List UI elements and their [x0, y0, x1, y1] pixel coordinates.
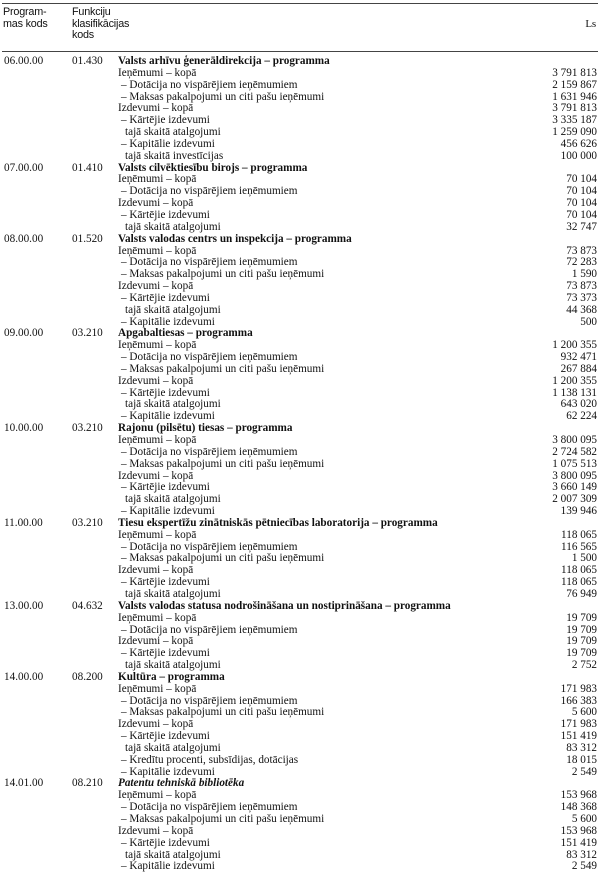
row-label: Izdevumi – kopā [118, 564, 194, 577]
table-row [0, 755, 600, 767]
row-value: 2 752 [571, 659, 597, 672]
row-value: 118 065 [561, 564, 597, 577]
program-code: 14.00.00 [4, 670, 44, 683]
row-label: – Kredītu procenti, subsīdijas, dotācijas [121, 753, 299, 766]
row-label: Izdevumi – kopā [118, 718, 194, 731]
row-label: Izdevumi – kopā [118, 635, 194, 648]
row-label: tajā skaitā atalgojumi [125, 659, 221, 672]
table-row [0, 790, 600, 802]
program-title-row [0, 672, 600, 684]
table-row [0, 826, 600, 838]
program-code: 10.00.00 [4, 422, 44, 435]
table-row [0, 625, 600, 637]
row-label: Ieņēmumi – kopā [118, 244, 197, 257]
row-label: – Kārtējie izdevumi [121, 576, 210, 589]
row-value: 2 159 867 [552, 78, 597, 91]
table-row [0, 471, 600, 483]
function-code: 04.632 [72, 599, 103, 612]
row-label: tajā skaitā atalgojumi [125, 126, 221, 139]
row-value: 151 419 [560, 836, 597, 849]
row-value: 70 104 [566, 208, 597, 221]
row-label: – Dotācija no vispārējiem ieņēmumiem [121, 801, 298, 814]
table-row [0, 269, 600, 281]
row-value: 171 983 [560, 718, 597, 731]
program-code: 08.00.00 [4, 232, 44, 245]
table-row [0, 115, 600, 127]
program-title-row [0, 163, 600, 175]
row-value: 500 [580, 315, 597, 328]
row-label: – Dotācija no vispārējiem ieņēmumiem [121, 351, 298, 364]
program-code: 09.00.00 [4, 327, 44, 340]
header-function-line: Funkciju [72, 6, 111, 18]
row-value: 166 383 [560, 694, 597, 707]
row-value: 3 335 187 [552, 114, 597, 127]
program-title: Valsts arhīvu ģenerāldirekcija – programma [118, 55, 330, 67]
table-row [0, 80, 600, 92]
row-label: – Kapitālie izdevumi [121, 860, 215, 873]
row-label: – Maksas pakalpojumi un citi pašu ieņēmumi [121, 362, 325, 375]
row-value: 73 373 [566, 291, 597, 304]
row-value: 1 075 513 [552, 457, 597, 470]
table-row [0, 613, 600, 625]
row-value: 2 549 [571, 765, 597, 778]
row-value: 139 946 [560, 505, 597, 518]
program-title-row [0, 56, 600, 68]
row-value: 153 968 [560, 824, 597, 837]
row-label: – Maksas pakalpojumi un citi pašu ieņēmumi [121, 813, 325, 825]
table-row [0, 340, 600, 352]
program-title: Rajonu (pilsētu) tiesas – programma [118, 422, 293, 435]
row-value: 3 800 095 [552, 469, 597, 482]
row-label: – Maksas pakalpojumi un citi pašu ieņēmumi [121, 457, 325, 470]
function-code: 08.210 [72, 777, 103, 790]
row-value: 2 724 582 [552, 445, 597, 458]
row-label: Ieņēmumi – kopā [118, 528, 197, 541]
header-program-line: mas kods [3, 17, 48, 30]
program-title-row [0, 234, 600, 246]
program-code: 11.00.00 [4, 516, 43, 529]
row-label: Izdevumi – kopā [118, 374, 194, 387]
row-label: – Kārtējie izdevumi [121, 114, 210, 127]
program-title: Apgabaltiesas – programma [118, 327, 253, 340]
row-value: 44 368 [566, 303, 597, 316]
program-title: Valsts valodas statusa nodrošināšana un nostiprināšana – programma [118, 599, 451, 612]
row-label: Izdevumi – kopā [118, 197, 194, 210]
row-label: Ieņēmumi – kopā [118, 66, 197, 79]
table-row [0, 731, 600, 743]
header-top-rule [2, 3, 598, 4]
row-label: Izdevumi – kopā [118, 280, 194, 293]
table-row [0, 174, 600, 186]
budget-table [0, 56, 600, 873]
program-code: 07.00.00 [4, 161, 44, 174]
row-label: – Kapitālie izdevumi [121, 410, 215, 423]
row-value: 3 800 095 [552, 434, 597, 446]
program-title: Kultūra – programma [118, 670, 225, 683]
row-label: – Dotācija no vispārējiem ieņēmumiem [121, 445, 298, 458]
row-label: – Kārtējie izdevumi [121, 481, 210, 494]
function-code: 01.520 [72, 232, 103, 245]
row-label: Ieņēmumi – kopā [118, 789, 197, 802]
header-function-line: kods [72, 29, 95, 41]
row-label: – Maksas pakalpojumi un citi pašu ieņēmumi [121, 268, 325, 281]
row-value: 1 631 946 [552, 90, 597, 103]
row-label: – Kapitālie izdevumi [121, 315, 215, 328]
table-row [0, 92, 600, 104]
row-label: Ieņēmumi – kopā [118, 339, 197, 352]
program-code: 13.00.00 [4, 599, 44, 612]
function-code: 08.200 [72, 670, 103, 683]
row-value: 118 065 [561, 576, 597, 589]
row-label: – Kapitālie izdevumi [121, 765, 215, 778]
function-code: 03.210 [72, 516, 103, 529]
row-value: 62 224 [566, 410, 597, 423]
program-title-row [0, 423, 600, 435]
row-label: – Dotācija no vispārējiem ieņēmumiem [121, 694, 298, 707]
header-unit: Ls [585, 18, 596, 30]
table-row [0, 435, 600, 447]
table-row [0, 210, 600, 222]
row-value: 18 015 [566, 753, 597, 766]
row-label: – Dotācija no vispārējiem ieņēmumiem [121, 540, 298, 553]
row-label: – Kārtējie izdevumi [121, 208, 210, 221]
table-row [0, 376, 600, 388]
row-value: 1 200 355 [552, 339, 597, 352]
row-label: – Kārtējie izdevumi [121, 647, 210, 660]
table-row [0, 281, 600, 293]
program-title: Valsts cilvēktiesību birojs – programma [118, 161, 308, 174]
row-value: 1 200 355 [552, 374, 597, 387]
header-program-code [3, 7, 48, 30]
row-value: 267 884 [560, 362, 597, 375]
row-label: – Kārtējie izdevumi [121, 730, 210, 743]
row-value: 456 626 [560, 137, 597, 150]
row-value: 5 600 [571, 706, 597, 719]
row-value: 1 138 131 [552, 386, 597, 399]
table-row [0, 814, 600, 826]
row-value: 3 791 813 [552, 66, 597, 79]
header-function-line: klasifikācijas [72, 17, 130, 30]
row-value: 70 104 [566, 185, 597, 198]
table-row [0, 198, 600, 210]
function-code: 03.210 [72, 327, 103, 340]
row-label: Izdevumi – kopā [118, 102, 194, 115]
table-row [0, 246, 600, 258]
row-value: 73 873 [566, 244, 597, 257]
table-row [0, 388, 600, 400]
row-label: Izdevumi – kopā [118, 469, 194, 482]
table-row [0, 707, 600, 719]
row-value: 19 709 [566, 611, 597, 624]
row-value: 1 259 090 [552, 126, 597, 139]
header-bottom-rule [2, 51, 598, 52]
row-label: tajā skaitā atalgojumi [125, 220, 221, 233]
row-value: 3 660 149 [552, 481, 597, 494]
table-row [0, 139, 600, 151]
function-code: 01.430 [72, 55, 103, 67]
table-row [0, 494, 600, 506]
row-label: Ieņēmumi – kopā [118, 611, 197, 624]
table-row [0, 293, 600, 305]
row-label: tajā skaitā atalgojumi [125, 741, 221, 754]
row-value: 118 065 [561, 528, 597, 541]
table-row [0, 850, 600, 862]
row-value: 171 983 [560, 682, 597, 695]
row-label: tajā skaitā atalgojumi [125, 493, 221, 506]
program-code: 06.00.00 [4, 55, 44, 67]
table-row [0, 222, 600, 234]
row-label: – Kārtējie izdevumi [121, 386, 210, 399]
row-value: 1 590 [571, 268, 597, 281]
row-value: 83 312 [566, 848, 597, 861]
table-row [0, 151, 600, 163]
row-label: – Kapitālie izdevumi [121, 505, 215, 518]
row-value: 70 104 [566, 173, 597, 186]
table-row [0, 530, 600, 542]
row-value: 100 000 [560, 149, 597, 162]
row-label: tajā skaitā atalgojumi [125, 848, 221, 861]
table-row [0, 447, 600, 459]
program-title-row [0, 601, 600, 613]
program-title: Patentu tehniskā bibliotēka [118, 777, 245, 790]
table-row [0, 399, 600, 411]
row-label: – Kapitālie izdevumi [121, 137, 215, 150]
row-value: 3 791 813 [552, 102, 597, 115]
row-value: 19 709 [566, 647, 597, 660]
row-label: – Dotācija no vispārējiem ieņēmumiem [121, 256, 298, 269]
row-label: tajā skaitā atalgojumi [125, 303, 221, 316]
table-row [0, 743, 600, 755]
header-program-line: Program- [3, 6, 47, 18]
function-code: 03.210 [72, 422, 103, 435]
table-row [0, 482, 600, 494]
row-value: 76 949 [566, 587, 597, 600]
table-row [0, 838, 600, 850]
table-row [0, 565, 600, 577]
table-row [0, 305, 600, 317]
program-title-row [0, 518, 600, 530]
table-row [0, 577, 600, 589]
row-value: 72 283 [566, 256, 597, 269]
row-label: Ieņēmumi – kopā [118, 682, 197, 695]
table-row [0, 68, 600, 80]
row-label: – Dotācija no vispārējiem ieņēmumiem [121, 185, 298, 198]
table-row [0, 103, 600, 115]
row-label: – Maksas pakalpojumi un citi pašu ieņēmumi [121, 706, 325, 719]
table-row [0, 127, 600, 139]
row-value: 1 500 [571, 552, 597, 565]
row-label: – Kārtējie izdevumi [121, 836, 210, 849]
row-label: – Dotācija no vispārējiem ieņēmumiem [121, 78, 298, 91]
table-row [0, 684, 600, 696]
program-title: Valsts valodas centrs un inspekcija – programma [118, 232, 352, 245]
program-title-row [0, 778, 600, 790]
row-value: 2 007 309 [552, 493, 597, 506]
row-value: 2 549 [571, 860, 597, 873]
row-label: – Dotācija no vispārējiem ieņēmumiem [121, 623, 298, 636]
row-value: 5 600 [571, 813, 597, 825]
header-function-code [72, 7, 129, 42]
row-value: 19 709 [566, 623, 597, 636]
program-title: Tiesu ekspertīžu zinātniskās pētniecības laboratorija – programma [118, 516, 438, 529]
row-label: – Maksas pakalpojumi un citi pašu ieņēmumi [121, 90, 325, 103]
program-code: 14.01.00 [4, 777, 44, 790]
row-value: 643 020 [560, 398, 597, 411]
row-label: – Kārtējie izdevumi [121, 291, 210, 304]
table-row [0, 719, 600, 731]
row-label: Izdevumi – kopā [118, 824, 194, 837]
row-value: 32 747 [566, 220, 597, 233]
table-row [0, 861, 600, 873]
row-value: 932 471 [560, 351, 597, 364]
row-value: 70 104 [566, 197, 597, 210]
table-row [0, 364, 600, 376]
row-value: 19 709 [566, 635, 597, 648]
table-row [0, 459, 600, 471]
row-value: 83 312 [566, 741, 597, 754]
table-row [0, 636, 600, 648]
table-row [0, 553, 600, 565]
row-label: tajā skaitā atalgojumi [125, 587, 221, 600]
row-value: 151 419 [560, 730, 597, 743]
row-value: 148 368 [560, 801, 597, 814]
table-row [0, 648, 600, 660]
row-value: 73 873 [566, 280, 597, 293]
row-label: Ieņēmumi – kopā [118, 173, 197, 186]
table-row [0, 186, 600, 198]
row-value: 153 968 [560, 789, 597, 802]
program-title-row [0, 328, 600, 340]
row-label: tajā skaitā investīcijas [125, 149, 224, 162]
row-value: 116 565 [561, 540, 597, 553]
function-code: 01.410 [72, 161, 103, 174]
row-label: tajā skaitā atalgojumi [125, 398, 221, 411]
row-label: Ieņēmumi – kopā [118, 434, 197, 446]
row-label: – Maksas pakalpojumi un citi pašu ieņēmumi [121, 552, 325, 565]
